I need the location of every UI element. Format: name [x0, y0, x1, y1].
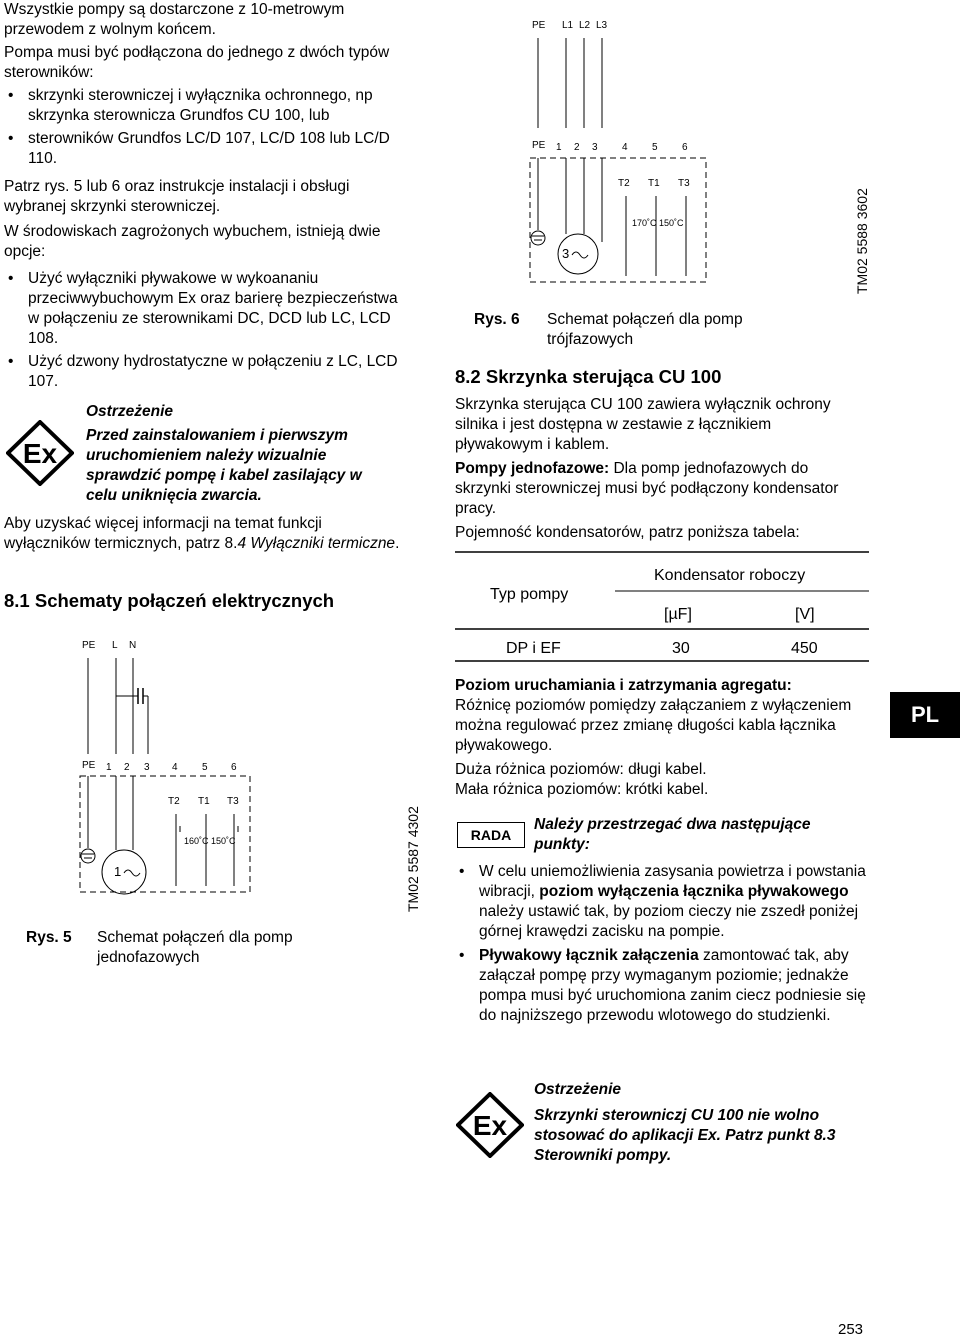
single-phase-paragraph: [455, 459, 855, 519]
thermal-label: T3: [227, 796, 239, 807]
controller-list: [4, 86, 404, 169]
terminal-label: 3: [144, 762, 150, 773]
wiring-diagram-three-phase: [526, 16, 716, 286]
wiring-diagram-single-phase: [76, 636, 256, 896]
diagram-label: N: [129, 640, 137, 651]
fig6-label: Rys. 6: [474, 311, 520, 328]
terminal-label: 5: [202, 762, 208, 773]
temperature-label: 160˚C 150˚C: [184, 836, 236, 846]
tip-b-bold: Pływakowy łącznik załączenia: [479, 947, 699, 964]
terminal-label: 2: [124, 762, 130, 773]
terminal-label: 6: [231, 762, 237, 773]
table-cell-v: 450: [791, 640, 818, 657]
fig5-caption: Schemat połączeń dla pomp jednofazowych: [97, 929, 293, 966]
table-unit-uf: [µF]: [664, 606, 692, 623]
svg-text:Ex: Ex: [22, 438, 58, 469]
ex-warning-icon: [6, 420, 74, 486]
see-figure-paragraph: Patrz rys. 5 lub 6 oraz instrukcje instalacji i obsługi wybranej skrzynki sterowniczej.: [4, 178, 350, 215]
more-info-end: .: [395, 535, 400, 552]
more-info-link: 4 Wyłączniki termiczne: [237, 535, 396, 552]
diagram-label: L: [112, 640, 118, 651]
intro-paragraph-2: Pompa musi być podłączona do jednego z dwóch typów sterowników:: [4, 44, 390, 81]
warning-title: Ostrzeżenie: [86, 403, 174, 420]
temperature-label: 170˚C 150˚C: [632, 218, 684, 228]
right-column-text: [455, 395, 855, 543]
single-phase-text: Dla pomp jednofazowych do skrzynki sterowniczej musi być podłączony kondensator pracy.: [455, 460, 839, 517]
table-cell-uf: 30: [672, 640, 690, 657]
svg-text:Ex: Ex: [472, 1110, 508, 1141]
language-badge: PL: [890, 692, 960, 738]
fig6-caption: Schemat połączeń dla pomp trójfazowych: [547, 311, 743, 348]
list-item: [455, 862, 867, 942]
fig5-label: Rys. 5: [26, 929, 72, 946]
terminal-label: 4: [172, 762, 178, 773]
hazard-intro: W środowiskach zagrożonych wybuchem, istnieją dwie opcje:: [4, 223, 381, 260]
more-info-paragraph: [4, 514, 404, 554]
table-cell-pump: DP i EF: [506, 640, 561, 657]
level-small-diff: Mała różnica poziomów: krótki kabel.: [455, 781, 709, 798]
ex-warning-icon: [456, 1092, 524, 1158]
table-header-pump-type: Typ pompy: [490, 586, 569, 603]
tip-text: Należy przestrzegać dwa następujące punkty:: [534, 816, 811, 853]
section-heading-8-1: 8.1 Schematy połączeń elektrycznych: [4, 590, 335, 611]
thermal-label: T2: [168, 796, 180, 807]
warning-title: Ostrzeżenie: [534, 1081, 622, 1098]
diagram-label: L2: [579, 20, 591, 31]
hazard-options-list: [4, 269, 404, 392]
cu-description: Skrzynka sterująca CU 100 zawiera wyłącznik ochrony silnika i jest dostępna w zestawie z łącznikiem pływakowym i kablem.: [455, 396, 831, 453]
diagram-label: L3: [596, 20, 608, 31]
single-phase-bold: Pompy jednofazowe:: [455, 460, 610, 477]
left-column: [4, 0, 404, 392]
list-item: • Użyć dzwony hydrostatyczne w połączeniu z LC, LCD 107.: [4, 352, 404, 392]
warning-block-right: [534, 1080, 874, 1166]
section-heading-8-2: 8.2 Skrzynka sterująca CU 100: [455, 366, 722, 387]
terminal-label: 1: [556, 142, 562, 153]
level-big-diff: Duża różnica poziomów: długi kabel.: [455, 761, 707, 778]
level-heading: Poziom uruchamiania i zatrzymania agregatu:: [455, 677, 792, 694]
thermal-label: T1: [648, 178, 660, 189]
warning-text: Przed zainstalowaniem i pierwszym uruchomieniem należy wizualnie sprawdzić pompę i kabel zasilający w celu uniknięcia zwarcia.: [86, 427, 362, 504]
list-item: • Użyć wyłączniki pływakowe w wykoananiu przeciwwybuchowym Ex oraz barierę bezpieczeństwa w połączeniu ze sterownikami DC, DCD lub LC, LCD 108.: [4, 269, 404, 349]
fig5-code: TM02 5587 4302: [405, 806, 421, 912]
diagram-label: PE: [532, 20, 546, 31]
terminal-label: 5: [652, 142, 658, 153]
table-header-capacitor: Kondensator roboczy: [654, 567, 806, 584]
terminal-label: PE: [82, 760, 96, 771]
capacitor-intro: Pojemność kondensatorów, patrz poniższa tabela:: [455, 524, 800, 541]
page-number: 253: [838, 1321, 864, 1338]
terminal-label: 2: [574, 142, 580, 153]
terminal-label: 3: [592, 142, 598, 153]
tip-a-text: W celu uniemożliwienia zasysania powietrza i powstania wibracji,: [479, 863, 866, 900]
level-text: Różnicę poziomów pomiędzy załączaniem z wyłączeniem można regulować przez zmianę długości kabla łącznika pływakowego.: [455, 697, 852, 754]
thermal-label: T2: [618, 178, 630, 189]
list-item: • skrzynki sterowniczej i wyłącznika ochronnego, np skrzynka sterownicza Grundfos CU 100, lub: [4, 86, 404, 126]
motor-label: 1: [114, 864, 122, 879]
tip-list: [455, 862, 867, 1026]
tip-a-text-end: należy ustawić tak, by poziom cieczy nie zszedł poniżej górnej krawędzi zacisku na pompie.: [479, 903, 859, 940]
list-item: [455, 946, 867, 1026]
list-item: • sterowników Grundfos LC/D 107, LC/D 108 lub LC/D 110.: [4, 129, 404, 169]
warning-block-left: [86, 402, 396, 506]
terminal-label: 6: [682, 142, 688, 153]
diagram-label: L1: [562, 20, 574, 31]
terminal-label: 4: [622, 142, 628, 153]
motor-label: 3: [562, 246, 570, 261]
level-section: [455, 676, 855, 800]
tip-b-text: zamontować tak, aby załączał pompę przy wymaganym poziomie; jednakże pompa musi być uruchomiona zanim ciecz podniesie się do najniższego przewodu wlotowego do studzienki.: [479, 947, 866, 1024]
terminal-label: PE: [532, 140, 546, 151]
thermal-label: T3: [678, 178, 690, 189]
tip-a-bold: poziom wyłączenia łącznika pływakowego: [539, 883, 849, 900]
terminal-label: 1: [106, 762, 112, 773]
table-unit-v: [V]: [795, 606, 815, 623]
intro-paragraph-1: Wszystkie pompy są dostarczone z 10-metrowym przewodem z wolnym końcem.: [4, 1, 345, 38]
more-info-text: Aby uzyskać więcej informacji na temat funkcji wyłączników termicznych, patrz 8.: [4, 515, 322, 552]
tip-badge: RADA: [457, 822, 525, 848]
warning-text: Skrzynki sterowniczj CU 100 nie wolno stosować do aplikacji Ex. Patrz punkt 8.3 Sterowniki pompy.: [534, 1107, 836, 1164]
diagram-label: PE: [82, 640, 96, 651]
fig6-code: TM02 5588 3602: [854, 188, 870, 294]
thermal-label: T1: [198, 796, 210, 807]
